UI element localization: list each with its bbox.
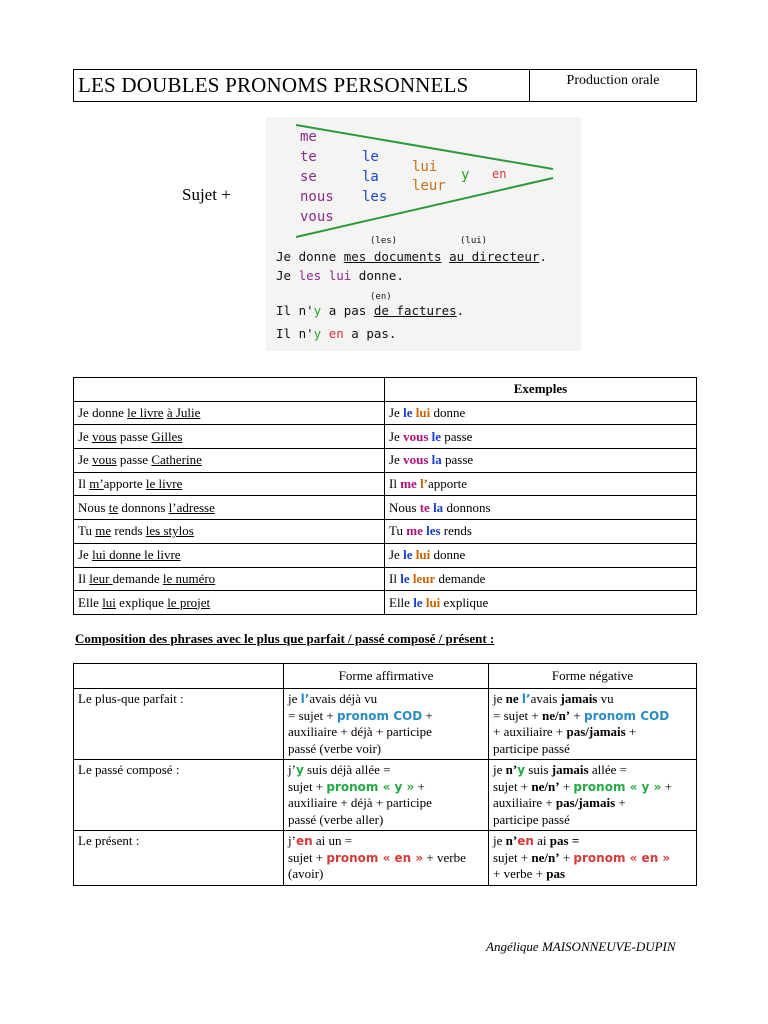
example-cell: Il me l’apporte [385,472,697,496]
note-les: (les) [370,236,398,246]
pronoun-order-diagram [266,117,581,351]
pronoun-vous: vous [300,209,334,225]
example-cell: Je vous la passe [385,449,697,473]
header-cell-examples: Exemples [385,378,697,402]
header-cell-empty [74,378,385,402]
header-affirmative: Forme affirmative [284,664,489,689]
example-cell: Nous te la donnons [385,496,697,520]
table-row [74,689,697,760]
table-row [74,472,697,496]
pronoun-leur: leur [412,178,446,194]
examples-table [73,377,697,615]
sentence-cell: Il m’apporte le livre [74,472,385,496]
composition-table [73,663,697,886]
table-row [74,496,697,520]
example-line-1: Je donne mes documents au directeur. [276,249,547,264]
pronoun-nous: nous [300,189,334,205]
table-row [74,425,697,449]
tense-label: Le passé composé : [74,760,284,831]
pronoun-les: les [362,189,388,205]
table-header-row [74,664,697,689]
sentence-cell: Je vous passe Gilles [74,425,385,449]
sujet-label: Sujet + [182,185,231,204]
example-cell: Elle le lui explique [385,591,697,615]
sentence-cell: Nous te donnons l’adresse [74,496,385,520]
sentence-cell: Je vous passe Catherine [74,449,385,473]
example-cell: Il le leur demande [385,567,697,591]
table-row [74,760,697,831]
table-row [74,831,697,886]
pronoun-lui: lui [412,159,438,175]
table-row [74,591,697,615]
negative-cell: je n’y suis jamais allée = sujet + ne/n’ + pronom « y » + auxiliaire + pas/jamais + participe passé [489,760,697,831]
example-cell: Je le lui donne [385,543,697,567]
header-negative: Forme négative [489,664,697,689]
tense-label: Le plus-que parfait : [74,689,284,760]
table-row [74,401,697,425]
sentence-cell: Je donne le livre à Julie [74,401,385,425]
page-subtitle: Production orale [566,73,660,88]
pronoun-y: y [461,167,470,183]
pronoun-te: te [300,149,317,165]
table-row [74,567,697,591]
pronoun-la: la [362,169,379,185]
sentence-cell: Il leur demande le numéro [74,567,385,591]
note-lui: (lui) [460,236,488,246]
sentence-cell: Tu me rends les stylos [74,520,385,544]
pronoun-me: me [300,129,317,145]
example-line-4: Il n'y en a pas. [276,326,397,341]
table-header-row [74,378,697,402]
note-en: (en) [370,292,392,302]
negative-cell: je n’en ai pas = sujet + ne/n’ + pronom « en » + verbe + pas [489,831,697,886]
affirmative-cell: j’y suis déjà allée = sujet + pronom « y » + auxiliaire + déjà + participe passé (verbe aller) [284,760,489,831]
table-row [74,449,697,473]
header-cell-empty [74,664,284,689]
example-cell: Tu me les rends [385,520,697,544]
negative-cell: je ne l’avais jamais vu = sujet + ne/n’ + pronom COD + auxiliaire + pas/jamais + participe passé [489,689,697,760]
composition-heading: Composition des phrases avec le plus que parfait / passé composé / présent : [75,631,495,646]
pronoun-en: en [492,167,507,181]
title-box [73,69,697,102]
sentence-cell: Je lui donne le livre [74,543,385,567]
pronoun-se: se [300,169,317,185]
example-line-3: Il n'y a pas de factures. [276,303,465,318]
sentence-cell: Elle lui explique le projet [74,591,385,615]
pronoun-le: le [362,149,379,165]
page-title: LES DOUBLES PRONOMS PERSONNELS [74,70,530,101]
example-cell: Je vous le passe [385,425,697,449]
author-name: Angélique MAISONNEUVE-DUPIN [486,939,676,954]
tense-label: Le présent : [74,831,284,886]
affirmative-cell: je l’avais déjà vu = sujet + pronom COD + auxiliaire + déjà + participe passé (verbe voir) [284,689,489,760]
affirmative-cell: j’en ai un = sujet + pronom « en » + verbe (avoir) [284,831,489,886]
example-line-2: Je les lui donne. [276,268,404,283]
table-row [74,543,697,567]
example-cell: Je le lui donne [385,401,697,425]
table-row [74,520,697,544]
